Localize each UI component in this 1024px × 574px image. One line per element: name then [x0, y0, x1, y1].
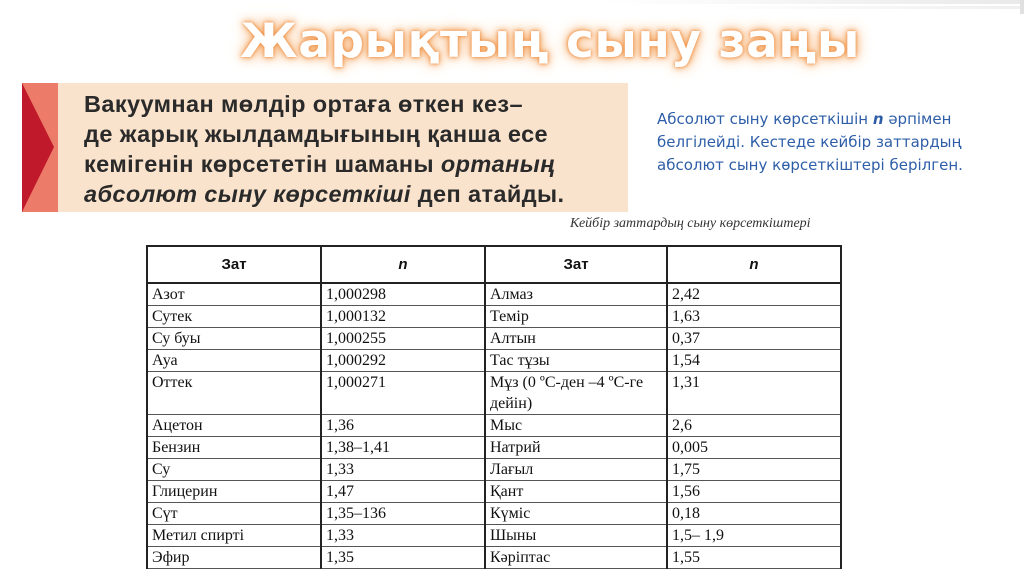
substance-cell: Бензин [147, 437, 321, 459]
substance-cell: Сүт [147, 503, 321, 525]
index-cell: 1,38–1,41 [321, 437, 485, 459]
index-cell: 0,37 [667, 328, 841, 350]
index-cell: 1,000255 [321, 328, 485, 350]
explanation-note: Абсолют сыну көрсеткішін n әрпімен белгілейді. Кестеде кейбір заттардың абсолют сыну көрсеткіштері берілген. [657, 110, 963, 174]
table-row [147, 283, 841, 306]
definition-line-2: де жарық жылдамдығының қанша есе [84, 121, 549, 147]
index-cell: 1,35–136 [321, 503, 485, 525]
table-row [147, 525, 841, 547]
slide-title: Жарықтың сыну заңы [240, 14, 860, 69]
table-row [147, 328, 841, 350]
substance-cell: Күміс [485, 503, 667, 525]
table-row [147, 306, 841, 328]
header-n: n [321, 246, 485, 283]
table-row [147, 372, 841, 415]
substance-cell: Су буы [147, 328, 321, 350]
substance-cell: Натрий [485, 437, 667, 459]
index-cell: 1,35 [321, 547, 485, 569]
substance-cell: Тас тұзы [485, 350, 667, 372]
substance-cell: Қант [485, 481, 667, 503]
substance-cell: Алмаз [485, 283, 667, 306]
index-cell: 1,55 [667, 547, 841, 569]
index-cell: 0,005 [667, 437, 841, 459]
substance-cell: Азот [147, 283, 321, 306]
substance-cell: Темір [485, 306, 667, 328]
definition-line-3: кемігенін көрсететін шаманы ортаның [84, 151, 555, 177]
corner-decoration [604, 0, 1024, 14]
index-cell: 1,000298 [321, 283, 485, 306]
substance-cell: Ауа [147, 350, 321, 372]
substance-cell: Шыны [485, 525, 667, 547]
substance-cell: Алтын [485, 328, 667, 350]
definition-term-part2: абсолют сыну көрсеткіші [84, 181, 411, 207]
refraction-index-table [146, 245, 842, 569]
index-cell: 1,54 [667, 350, 841, 372]
header-n: n [667, 246, 841, 283]
substance-cell: Глицерин [147, 481, 321, 503]
table-header-row [147, 246, 841, 283]
substance-cell: Мыс [485, 415, 667, 437]
table-row [147, 350, 841, 372]
index-cell: 1,000132 [321, 306, 485, 328]
index-cell: 2,6 [667, 415, 841, 437]
definition-line-4: абсолют сыну көрсеткіші деп атайды. [84, 181, 565, 207]
header-substance: Зат [485, 246, 667, 283]
table-row [147, 437, 841, 459]
substance-cell: Кәріптас [485, 547, 667, 569]
index-cell: 1,56 [667, 481, 841, 503]
definition-term-part1: ортаның [440, 151, 555, 177]
substance-cell: Мұз (0 ºС-ден –4 ºС-ге дейін) [485, 372, 667, 415]
index-cell: 1,47 [321, 481, 485, 503]
index-cell: 1,5– 1,9 [667, 525, 841, 547]
index-cell: 1,31 [667, 372, 841, 415]
index-cell: 1,33 [321, 459, 485, 481]
definition-line-1: Вакуумнан мөлдір ортаға өткен кез– [84, 91, 523, 117]
definition-text [84, 89, 632, 209]
table-row [147, 481, 841, 503]
index-cell: 1,000292 [321, 350, 485, 372]
substance-cell: Су [147, 459, 321, 481]
substance-cell: Оттек [147, 372, 321, 415]
index-cell: 2,42 [667, 283, 841, 306]
index-cell: 1,75 [667, 459, 841, 481]
table-row [147, 503, 841, 525]
index-cell: 1,63 [667, 306, 841, 328]
substance-cell: Эфир [147, 547, 321, 569]
index-cell: 1,33 [321, 525, 485, 547]
table-row [147, 547, 841, 569]
table-row [147, 415, 841, 437]
substance-cell: Метил спирті [147, 525, 321, 547]
index-cell: 1,000271 [321, 372, 485, 415]
index-cell: 1,36 [321, 415, 485, 437]
table-row [147, 459, 841, 481]
substance-cell: Ацетон [147, 415, 321, 437]
index-cell: 0,18 [667, 503, 841, 525]
header-substance: Зат [147, 246, 321, 283]
table-caption: Кейбір заттардың сыну көрсеткіштері [570, 216, 811, 231]
chevron-icon [22, 83, 54, 212]
n-symbol: n [872, 110, 884, 128]
substance-cell: Сутек [147, 306, 321, 328]
substance-cell: Лағыл [485, 459, 667, 481]
